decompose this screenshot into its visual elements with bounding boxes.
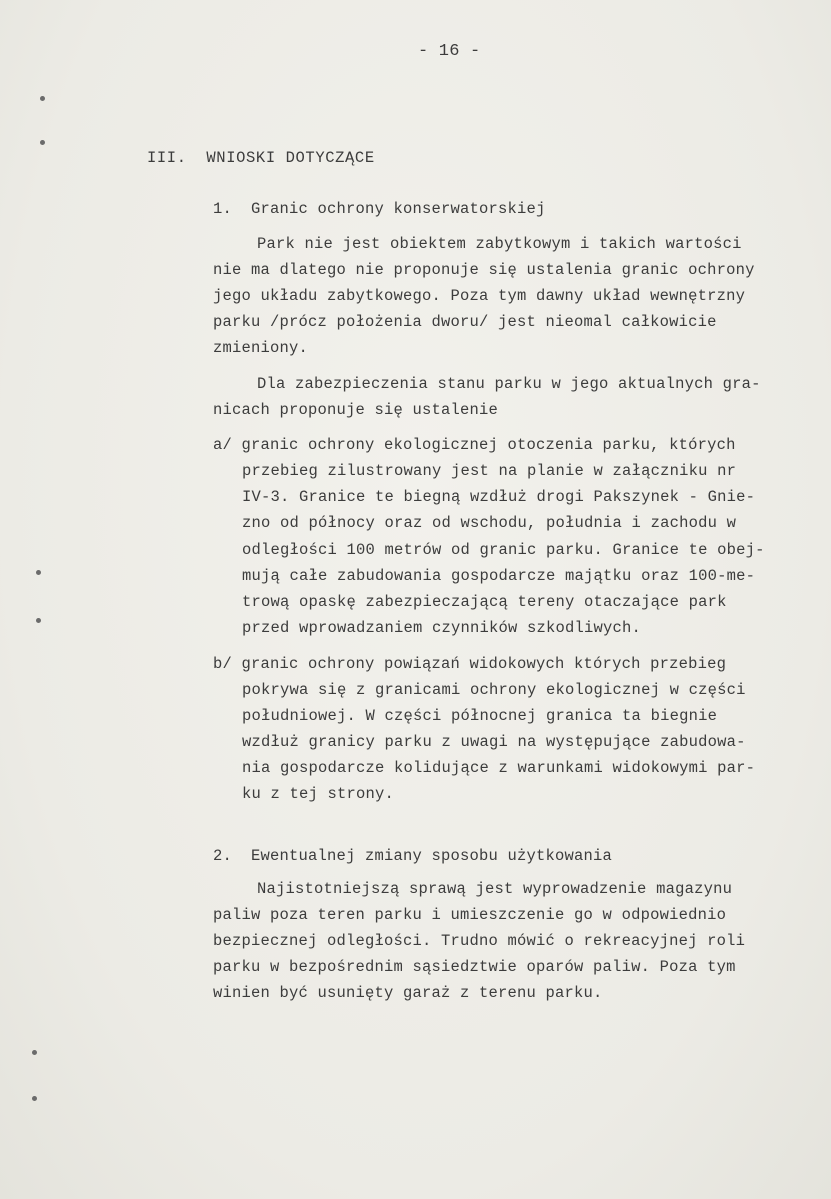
para-1-line: Park nie jest obiektem zabytkowym i takich wartości — [257, 235, 742, 253]
para-1-line: jego układu zabytkowego. Poza tym dawny układ wewnętrzny — [213, 287, 746, 305]
para-1-line: zmieniony. — [213, 339, 309, 357]
page-number: - 16 - — [418, 42, 481, 61]
para-1-line: nie ma dlatego nie proponuje się ustalenia granic ochrony — [213, 261, 755, 279]
punch-hole-mark — [40, 96, 45, 101]
para-3-line: paliw poza teren parku i umieszczenie go w odpowiednio — [213, 906, 727, 924]
item-a-line: mują całe zabudowania gospodarcze majątku oraz 100-me- — [242, 567, 756, 585]
item-b-line: wzdłuż granicy parku z uwagi na występujące zabudowa- — [242, 733, 746, 751]
item-a-line: przed wprowadzaniem czynników szkodliwych. — [242, 619, 642, 637]
para-1-line: parku /prócz położenia dworu/ jest nieomal całkowicie — [213, 313, 717, 331]
item-b-line: b/ granic ochrony powiązań widokowych których przebieg — [213, 655, 727, 673]
subsection-1-title: 1. Granic ochrony konserwatorskiej — [213, 200, 546, 218]
item-a-line: IV-3. Granice te biegną wzdłuż drogi Pakszynek - Gnie- — [242, 488, 756, 506]
para-3-line: parku w bezpośrednim sąsiedztwie oparów paliw. Poza tym — [213, 958, 736, 976]
item-a-line: przebieg zilustrowany jest na planie w załączniku nr — [242, 462, 737, 480]
para-2-line: Dla zabezpieczenia stanu parku w jego aktualnych gra- — [257, 375, 761, 393]
item-a-line: zno od północy oraz od wschodu, południa i zachodu w — [242, 514, 737, 532]
section-heading: III. WNIOSKI DOTYCZĄCE — [147, 149, 375, 167]
punch-hole-mark — [36, 618, 41, 623]
para-2-line: nicach proponuje się ustalenie — [213, 401, 499, 419]
item-b-line: nia gospodarcze kolidujące z warunkami widokowymi par- — [242, 759, 756, 777]
subsection-2-title: 2. Ewentualnej zmiany sposobu użytkowania — [213, 847, 613, 865]
punch-hole-mark — [36, 570, 41, 575]
item-b-line: pokrywa się z granicami ochrony ekologicznej w części — [242, 681, 746, 699]
para-3-line: Najistotniejszą sprawą jest wyprowadzenie magazynu — [257, 880, 733, 898]
punch-hole-mark — [40, 140, 45, 145]
punch-hole-mark — [32, 1050, 37, 1055]
item-a-line: trową opaskę zabezpieczającą tereny otaczające park — [242, 593, 727, 611]
punch-hole-mark — [32, 1096, 37, 1101]
item-b-line: ku z tej strony. — [242, 785, 395, 803]
item-a-line: a/ granic ochrony ekologicznej otoczenia parku, których — [213, 436, 736, 454]
para-3-line: bezpiecznej odległości. Trudno mówić o rekreacyjnej roli — [213, 932, 746, 950]
item-b-line: południowej. W części północnej granica ta biegnie — [242, 707, 718, 725]
item-a-line: odległości 100 metrów od granic parku. Granice te obej- — [242, 541, 765, 559]
para-3-line: winien być usunięty garaż z terenu parku. — [213, 984, 603, 1002]
